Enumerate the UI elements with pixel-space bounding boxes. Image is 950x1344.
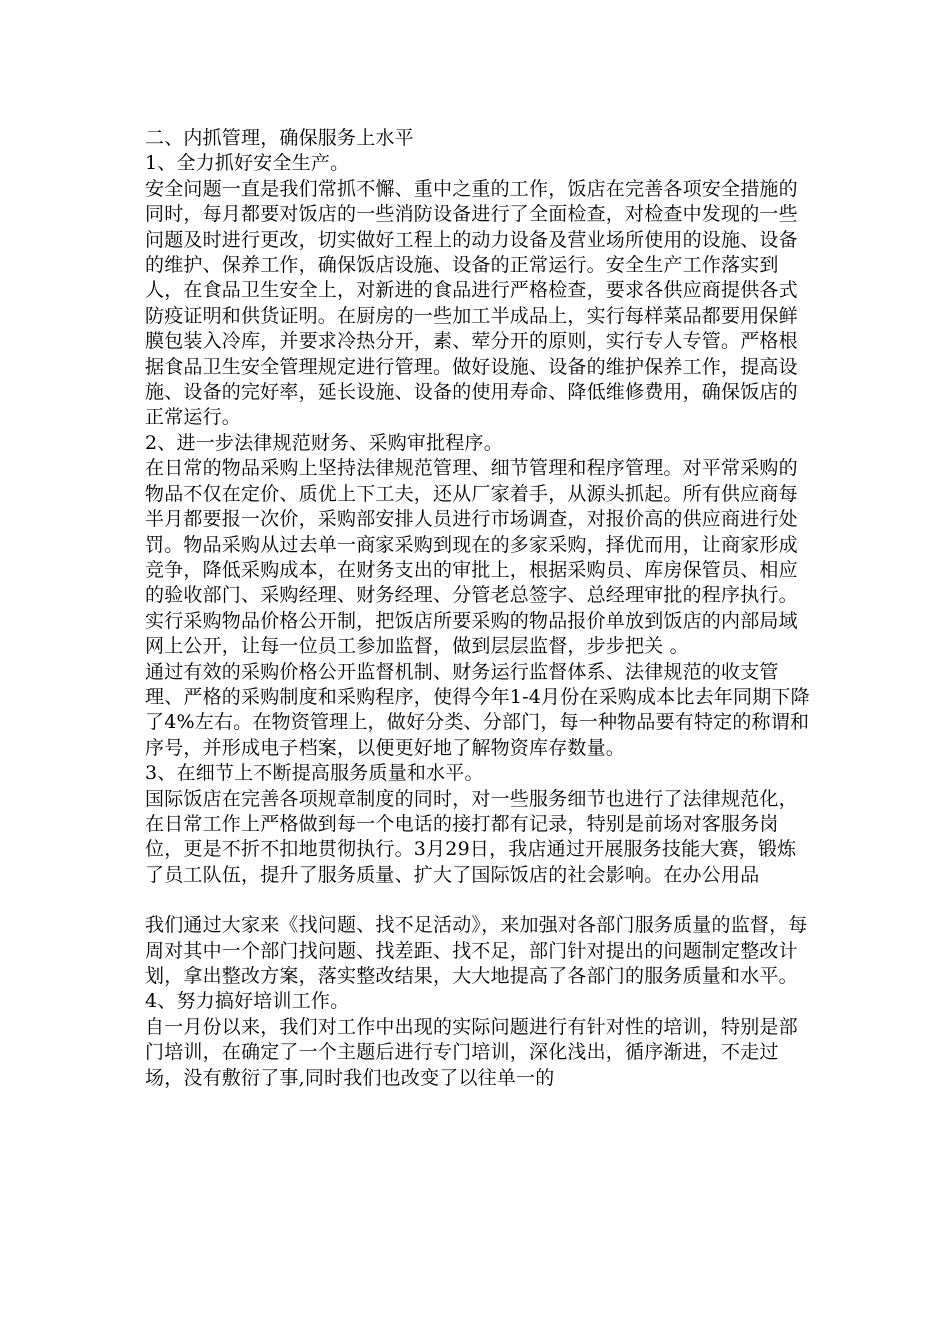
- item2-paragraph-2: 通过有效的采购价格公开监督机制、财务运行监督体系、法律规范的收支管理、严格的采购制度和采购程序，使得今年1-4月份在采购成本比去年同期下降了4%左右。在物资管理上，做好分类、分部门，每一种物品要有特定的称谓和序号，并形成电子档案，以便更好地了解物资库存数量。: [145, 660, 810, 759]
- paragraph-gap: [145, 888, 810, 913]
- item2-heading: 2、进一步法律规范财务、采购审批程序。: [145, 431, 503, 454]
- item4-heading: 4、努力搞好培训工作。: [145, 990, 350, 1013]
- item1-paragraph: 安全问题一直是我们常抓不懈、重中之重的工作，饭店在完善各项安全措施的同时，每月都要对饭店的一些消防设备进行了全面检查，对检查中发现的一些问题及时进行更改，切实做好工程上的动力设备及营业场所使用的设施、设备的维护、保养工作，确保饭店设施、设备的正常运行。安全生产工作落实到人，在食品卫生安全上，对新进的食品进行严格检查，要求各供应商提供各式防疫证明和供货证明。在厨房的一些加工半成品上，实行每样菜品都要用保鲜膜包装入冷库，并要求冷热分开，素、荤分开的原则，实行专人专管。严格根据食品卫生安全管理规定进行管理。做好设施、设备的维护保养工作，提高设施、设备的完好率，延长设施、设备的使用寿命、降低维修费用，确保饭店的正常运行。: [145, 177, 798, 429]
- item3-heading: 3、在细节上不断提高服务质量和水平。: [145, 762, 484, 785]
- item3-paragraph-1: 国际饭店在完善各项规章制度的同时，对一些服务细节也进行了法律规范化，在日常工作上严格做到每一个电话的接打都有记录，特别是前场对客服务岗位，更是不折不扣地贯彻执行。3月29日，我店通过开展服务技能大赛，锻炼了员工队伍，提升了服务质量、扩大了国际饭店的社会影响。在办公用品: [145, 787, 798, 886]
- item1-heading: 1、全力抓好安全生产。: [145, 152, 350, 175]
- section-heading: 二、内抓管理，确保服务上水平: [145, 127, 414, 149]
- item2-paragraph-1: 在日常的物品采购上坚持法律规范管理、细节管理和程序管理。对平常采购的物品不仅在定价、质优上下工夫，还从厂家着手，从源头抓起。所有供应商每半月都要报一次价，采购部安排人员进行市场调查，对报价高的供应商进行处罚。物品采购从过去单一商家采购到现在的多家采购，择优而用，让商家形成竞争，降低采购成本，在财务支出的审批上，根据采购员、库房保管员、相应的验收部门、采购经理、财务经理、分管老总签字、总经理审批的程序执行。实行采购物品价格公开制，把饭店所要采购的物品报价单放到饭店的内部局域网上公开，让每一位员工参加监督，做到层层监督，步步把关 。: [145, 457, 798, 658]
- document-page: [145, 126, 810, 1091]
- item3-paragraph-2: 我们通过大家来《找问题、找不足活动》，来加强对各部门服务质量的监督，每周对其中一个部门找问题、找差距、找不足，部门针对提出的问题制定整改计划，拿出整改方案，落实整改结果，大大地提高了各部门的服务质量和水平。: [145, 914, 808, 987]
- item4-paragraph: 自一月份以来，我们对工作中出现的实际问题进行有针对性的培训，特别是部门培训，在确定了一个主题后进行专门培训，深化浅出，循序渐进，不走过场，没有敷衍了事,同时我们也改变了以往单一的: [145, 1015, 798, 1089]
